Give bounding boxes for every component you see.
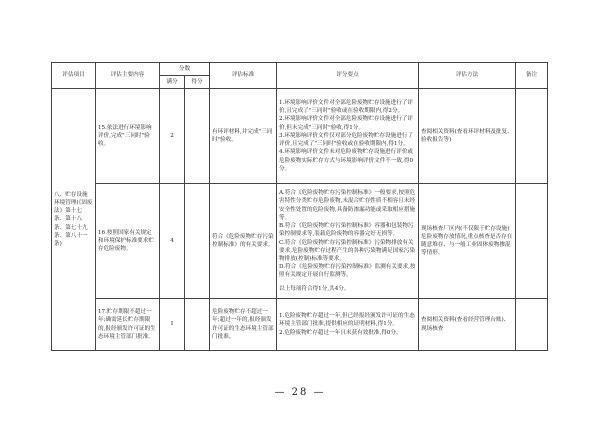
- header-content: 评估主要内容: [96, 63, 160, 89]
- full-score-cell: 2: [160, 89, 185, 184]
- standard-cell: 有环评材料,并完成"三同时"验收。: [210, 89, 277, 184]
- header-item: 评估项目: [52, 63, 96, 89]
- standard-cell: 符合《危险废物贮存污染控制标准》的有关要求。: [210, 184, 277, 299]
- content-cell: 16.按照国家有关规定和环境保护标准要求贮存危险废物。: [96, 184, 160, 299]
- table-row: [52, 89, 548, 184]
- method-cell: 查阅相关资料(查看环评材料及批复、验收报告等): [419, 89, 516, 184]
- table-row: [52, 184, 548, 299]
- full-score-cell: 1: [160, 299, 185, 351]
- header-standard: 评估标准: [210, 63, 277, 89]
- points-cell: [277, 184, 419, 299]
- note-cell: [516, 89, 548, 184]
- header-method: 评估方法: [419, 63, 516, 89]
- points-cell: 1.环境影响评价文件对全部危险废物贮存设施进行了评价,且完成了"三同时"验收或在验收期限内,得2分。 2.环境影响评价文件对全部危险废物贮存设施进行了评价,但未完成"三同时"验收,得1分。 3.环境影响评价文件仅对部分危险废物贮存设施进行了评价,且完成了"三同时"验收或在验收期限内,得1分。 4.环境影响评价文件未对危险废物贮存设施进行评价或危险废物实际贮存方式与环境影响评价文件不一致,得0分。: [277, 89, 419, 184]
- header-points: 评分要点: [277, 63, 419, 89]
- full-score-cell: 4: [160, 184, 185, 299]
- obtained-score-cell: [185, 184, 210, 299]
- points-text: A.符合《危险废物贮存污染控制标准》一般要求,按照危害特性分类贮存危险废物,未混合贮存性质不相容且未经安全性处置的危险废物,具备防渗漏功能或采取相应措施等。 B.符合《危险废物贮存污染控制标准》容器和包装物污染控制要求等,装载危险废物的容器完好无损等。 C.符合《危险废物贮存污染控制标准》污染物排放有关要求,危险废物贮存过程产生的各种污染物满足国家污染物排放(控制)标准等要求。 D.符合《危险废物贮存污染控制标准》监测有关要求,按照有关规定开展自行监测等。: [279, 190, 416, 279]
- page-number: — 28 —: [274, 387, 326, 398]
- header-note: 备注: [516, 63, 548, 89]
- standard-cell: 危险废物贮存不超过一年;超过一年的,报经颁发许可证的生态环境主管部门批准。: [210, 299, 277, 351]
- note-cell: [516, 184, 548, 299]
- method-cell: 现场核查厂区内(不仅限于贮存设施)危险废物存放情况,重点核查是否存在随意堆存、与一般工业固体废物掺混等情形。: [419, 184, 516, 299]
- method-cell: 查阅相关资料(查看经营管理台账)、现场核查: [419, 299, 516, 351]
- table-row: [52, 299, 548, 351]
- project-cell: 八、贮存设施环境管理(《固废法》第十七条、第十八条、第七十九条、第八十一条): [52, 89, 96, 351]
- obtained-score-cell: [185, 89, 210, 184]
- content-cell: 17.贮存期限不超过一年;确需延长贮存期限的,报经颁发许可证的生态环境主管部门批准。: [96, 299, 160, 351]
- evaluation-table: [51, 62, 548, 351]
- header-score: 分数: [160, 63, 210, 76]
- note-cell: [516, 299, 548, 351]
- points-cell: 1.危险废物贮存超过一年,但已经报经颁发许可证的生态环境主管部门批准,提供相应的证明材料,得1分。 2.危险废物贮存超过一年且未获有效批准,得0分。: [277, 299, 419, 351]
- content-cell: 15.依法进行环境影响评价,完成"三同时"验收。: [96, 89, 160, 184]
- points-summary: 以上每项符合得1分,共4分。: [279, 285, 350, 292]
- header-full-score: 满分: [160, 76, 185, 89]
- obtained-score-cell: [185, 299, 210, 351]
- header-obtained-score: 得分: [185, 76, 210, 89]
